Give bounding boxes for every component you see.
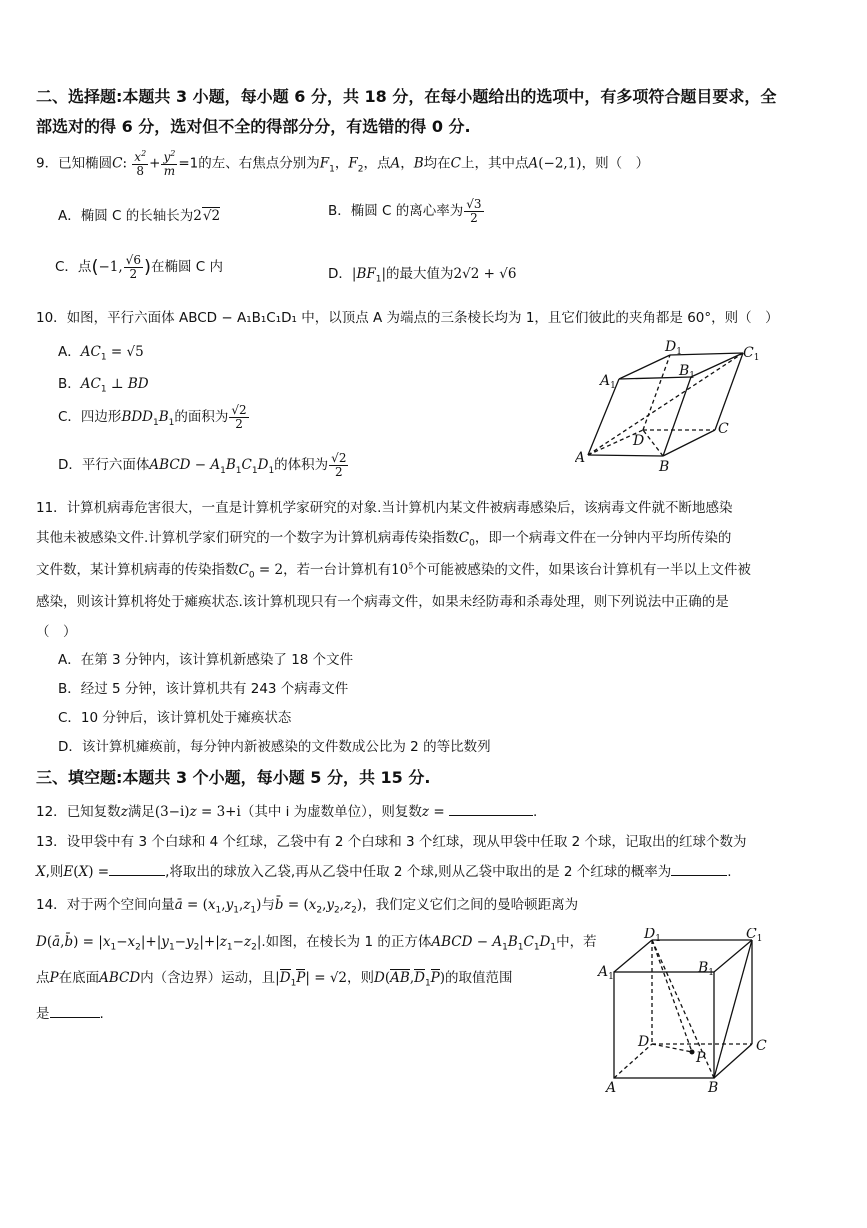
- question-11-option-c: C．10 分钟后，该计算机处于瘫痪状态: [58, 710, 292, 726]
- fig14-label-p: P: [696, 1050, 706, 1066]
- section-2-heading-line2: 部选对的得 6 分，选对但不全的得部分分，有选错的得 0 分.: [36, 117, 471, 136]
- question-10-option-b: B．$AC_1$ ⊥ BD: [58, 376, 149, 395]
- question-9-option-a: A．椭圆 C 的长轴长为2√2: [58, 208, 221, 224]
- fig10-label-d: D: [633, 433, 645, 449]
- cube-figure: [596, 928, 776, 1098]
- question-10-option-d: D．平行六面体ABCD − $A_1B_1C_1D_1$的体积为 $\frac{√2}{2}$: [58, 451, 347, 479]
- fig14-label-d: D: [638, 1034, 650, 1050]
- fig10-label-a: A: [575, 450, 586, 466]
- question-14-line1: 14．对于两个空间向量ā = $(x_1,y_1,z_1)$与b̄ = $(x_2,y_2,z_2)$，我们定义它们之间的曼哈顿距离为: [36, 897, 579, 916]
- fig10-label-b: B: [659, 459, 670, 475]
- fig14-label-c: C: [756, 1038, 767, 1054]
- question-10-option-a: A．$AC_1 = √5$: [58, 344, 144, 363]
- fig10-label-c: C: [718, 421, 729, 437]
- fig10-label-c1: $C_1$: [743, 345, 760, 363]
- question-9-option-b: B．椭圆 C 的离心率为 $\frac{√3}{2}$: [328, 197, 482, 225]
- answer-blank[interactable]: [109, 875, 165, 876]
- question-14-line3: 点P在底面ABCD内（含边界）运动，且$|D_1P| = √2$，则$D(AB,D_1P)$的取值范围: [36, 970, 513, 989]
- fig10-label-d1: $D_1$: [665, 339, 682, 357]
- fig14-label-a1: $A_1$: [598, 964, 614, 982]
- question-14-line4: 是 .: [36, 1006, 104, 1022]
- question-11-option-d: D．该计算机瘫痪前，每分钟内新被感染的文件数成公比为 2 的等比数列: [58, 739, 491, 755]
- question-13-line2: X,则E(X) = ,将取出的球放入乙袋,再从乙袋中任取 2 个球,则从乙袋中取出的是 2 个红球的概率为 .: [36, 864, 732, 880]
- question-10-stem: 10．如图，平行六面体 ABCD − A₁B₁C₁D₁ 中，以顶点 A 为端点的三条棱长均为 1，且它们彼此的夹角都是 60°，则（ ）: [36, 310, 779, 326]
- question-13-line1: 13．设甲袋中有 3 个白球和 4 个红球，乙袋中有 2 个白球和 3 个红球，现从甲袋中任取 2 个球，记取出的红球个数为: [36, 834, 747, 850]
- fig10-label-b1: $B_1$: [679, 363, 696, 381]
- question-number: 9．: [36, 155, 59, 172]
- section-3-heading: 三、填空题:本题共 3 个小题，每小题 5 分，共 15 分.: [36, 768, 431, 787]
- answer-blank[interactable]: [671, 875, 727, 876]
- answer-blank[interactable]: [449, 815, 533, 816]
- question-9-stem: 9．已知椭圆C: $\frac{x^2}{8}$ + $\frac{y^2}{m}$ =1的左、右焦点分别为$F_1$，$F_2$，点A，B均在C上，其中点A(−2,1)，则（ ）: [36, 149, 650, 178]
- section-2-heading-line1: 二、选择题:本题共 3 小题，每小题 6 分，共 18 分，在每小题给出的选项中，有多项符合题目要求，全: [36, 87, 777, 106]
- answer-blank[interactable]: [50, 1017, 100, 1018]
- question-9-option-c: C．点(−1, $\frac{√6}{2}$ )在椭圆 C 内: [55, 253, 223, 281]
- point-p: [690, 1050, 695, 1055]
- question-11-line2: 其他未被感染文件.计算机学家们研究的一个数字为计算机病毒传染指数$C_0$，即一个病毒文件在一分钟内平均所传染的: [36, 530, 732, 549]
- parallelepiped-figure: [575, 335, 775, 475]
- question-11-line1: 11．计算机病毒危害很大，一直是计算机学家研究的对象.当计算机内某文件被病毒感染后，该病毒文件就不断地感染: [36, 500, 733, 516]
- question-12: 12．已知复数z满足(3−i)z = 3+i（其中 i 为虚数单位），则复数z = .: [36, 804, 538, 820]
- question-11-option-b: B．经过 5 分钟，该计算机共有 243 个病毒文件: [58, 681, 349, 697]
- question-11-line3: 文件数，某计算机病毒的传染指数$C_0 = 2$，若一台计算机有$10^5$个可能被感染的文件，如果该台计算机有一半以上文件被: [36, 561, 751, 581]
- question-11-line5: （ ）: [36, 624, 77, 640]
- question-14-line2: D(ā,b̄) = $|x_1-x_2|+|y_1-y_2|+|z_1-z_2|$.如图，在棱长为 1 的正方体ABCD − $A_1B_1C_1D_1$中，若: [36, 934, 597, 953]
- fig10-label-a1: $A_1$: [600, 373, 616, 391]
- question-11-option-a: A．在第 3 分钟内，该计算机新感染了 18 个文件: [58, 652, 354, 668]
- question-9-option-d: D．$|BF_1|$的最大值为2√2 + √6: [328, 266, 517, 285]
- question-10-option-c: C．四边形$BDD_1B_1$的面积为 $\frac{√2}{2}$: [58, 403, 247, 431]
- fig14-label-d1: $D_1$: [644, 928, 661, 944]
- question-11-line4: 感染，则该计算机将处于瘫痪状态.该计算机现只有一个病毒文件，如果未经防毒和杀毒处理，则下列说法中正确的是: [36, 594, 729, 610]
- fig14-label-c1: $C_1$: [746, 928, 763, 944]
- fig14-label-b: B: [708, 1080, 719, 1096]
- fig14-label-b1: $B_1$: [698, 960, 715, 978]
- fig14-label-a: A: [606, 1080, 617, 1096]
